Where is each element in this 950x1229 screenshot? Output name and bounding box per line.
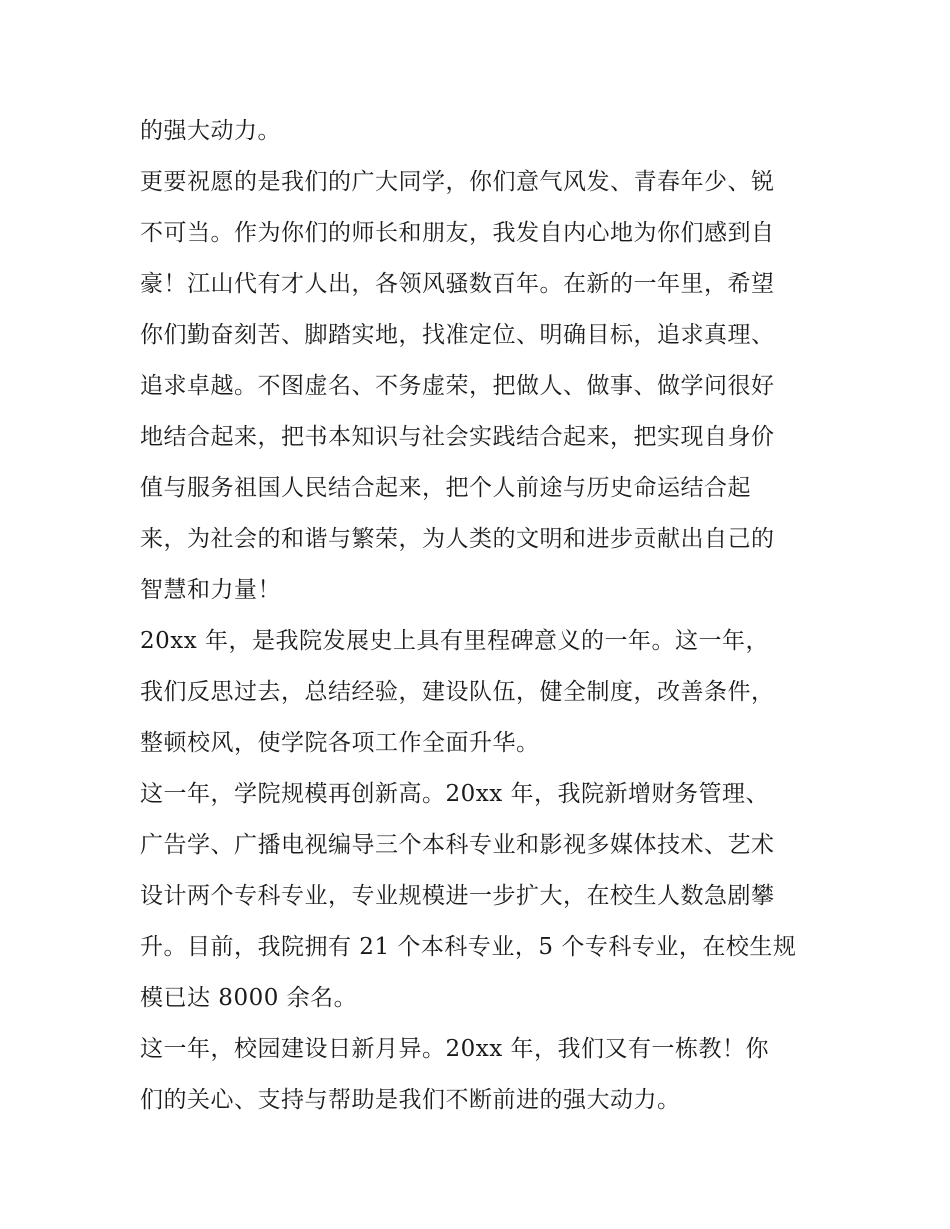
text-line: 来，为社会的和谐与繁荣，为人类的文明和进步贡献出自己的 <box>140 526 775 552</box>
text-line: 设计两个专科专业，专业规模进一步扩大，在校生人数急剧攀 <box>140 883 775 909</box>
text-line: 20xx 年，是我院发展史上具有里程碑意义的一年。这一年， <box>140 628 770 654</box>
text-line: 地结合起来，把书本知识与社会实践结合起来，把实现自身价 <box>140 424 775 450</box>
text-line: 升。目前，我院拥有 21 个本科专业，5 个专科专业，在校生规 <box>140 934 797 960</box>
text-line: 的强大动力。 <box>140 118 281 144</box>
text-line: 更要祝愿的是我们的广大同学，你们意气风发、青春年少、锐 <box>140 169 775 195</box>
text-line: 追求卓越。不图虚名、不务虚荣，把做人、做事、做学问很好 <box>140 373 775 399</box>
text-line: 不可当。作为你们的师长和朋友，我发自内心地为你们感到自 <box>140 220 775 246</box>
text-line: 我们反思过去，总结经验，建设队伍，健全制度，改善条件， <box>140 679 775 705</box>
text-line: 模已达 8000 余名。 <box>140 985 358 1011</box>
text-line: 你们勤奋刻苦、脚踏实地，找准定位、明确目标，追求真理、 <box>140 322 775 348</box>
text-line: 智慧和力量！ <box>140 577 281 603</box>
text-line: 值与服务祖国人民结合起来，把个人前途与历史命运结合起 <box>140 475 751 501</box>
text-line: 整顿校风，使学院各项工作全面升华。 <box>140 730 540 756</box>
body-text <box>140 106 820 1126</box>
text-line: 们的关心、支持与帮助是我们不断前进的强大动力。 <box>140 1087 681 1113</box>
text-line: 豪！江山代有才人出，各领风骚数百年。在新的一年里，希望 <box>140 271 775 297</box>
text-line: 广告学、广播电视编导三个本科专业和影视多媒体技术、艺术 <box>140 832 775 858</box>
text-line: 这一年，学院规模再创新高。20xx 年，我院新增财务管理、 <box>140 781 770 807</box>
text-line: 这一年，校园建设日新月异。20xx 年，我们又有一栋教！你 <box>140 1036 770 1062</box>
